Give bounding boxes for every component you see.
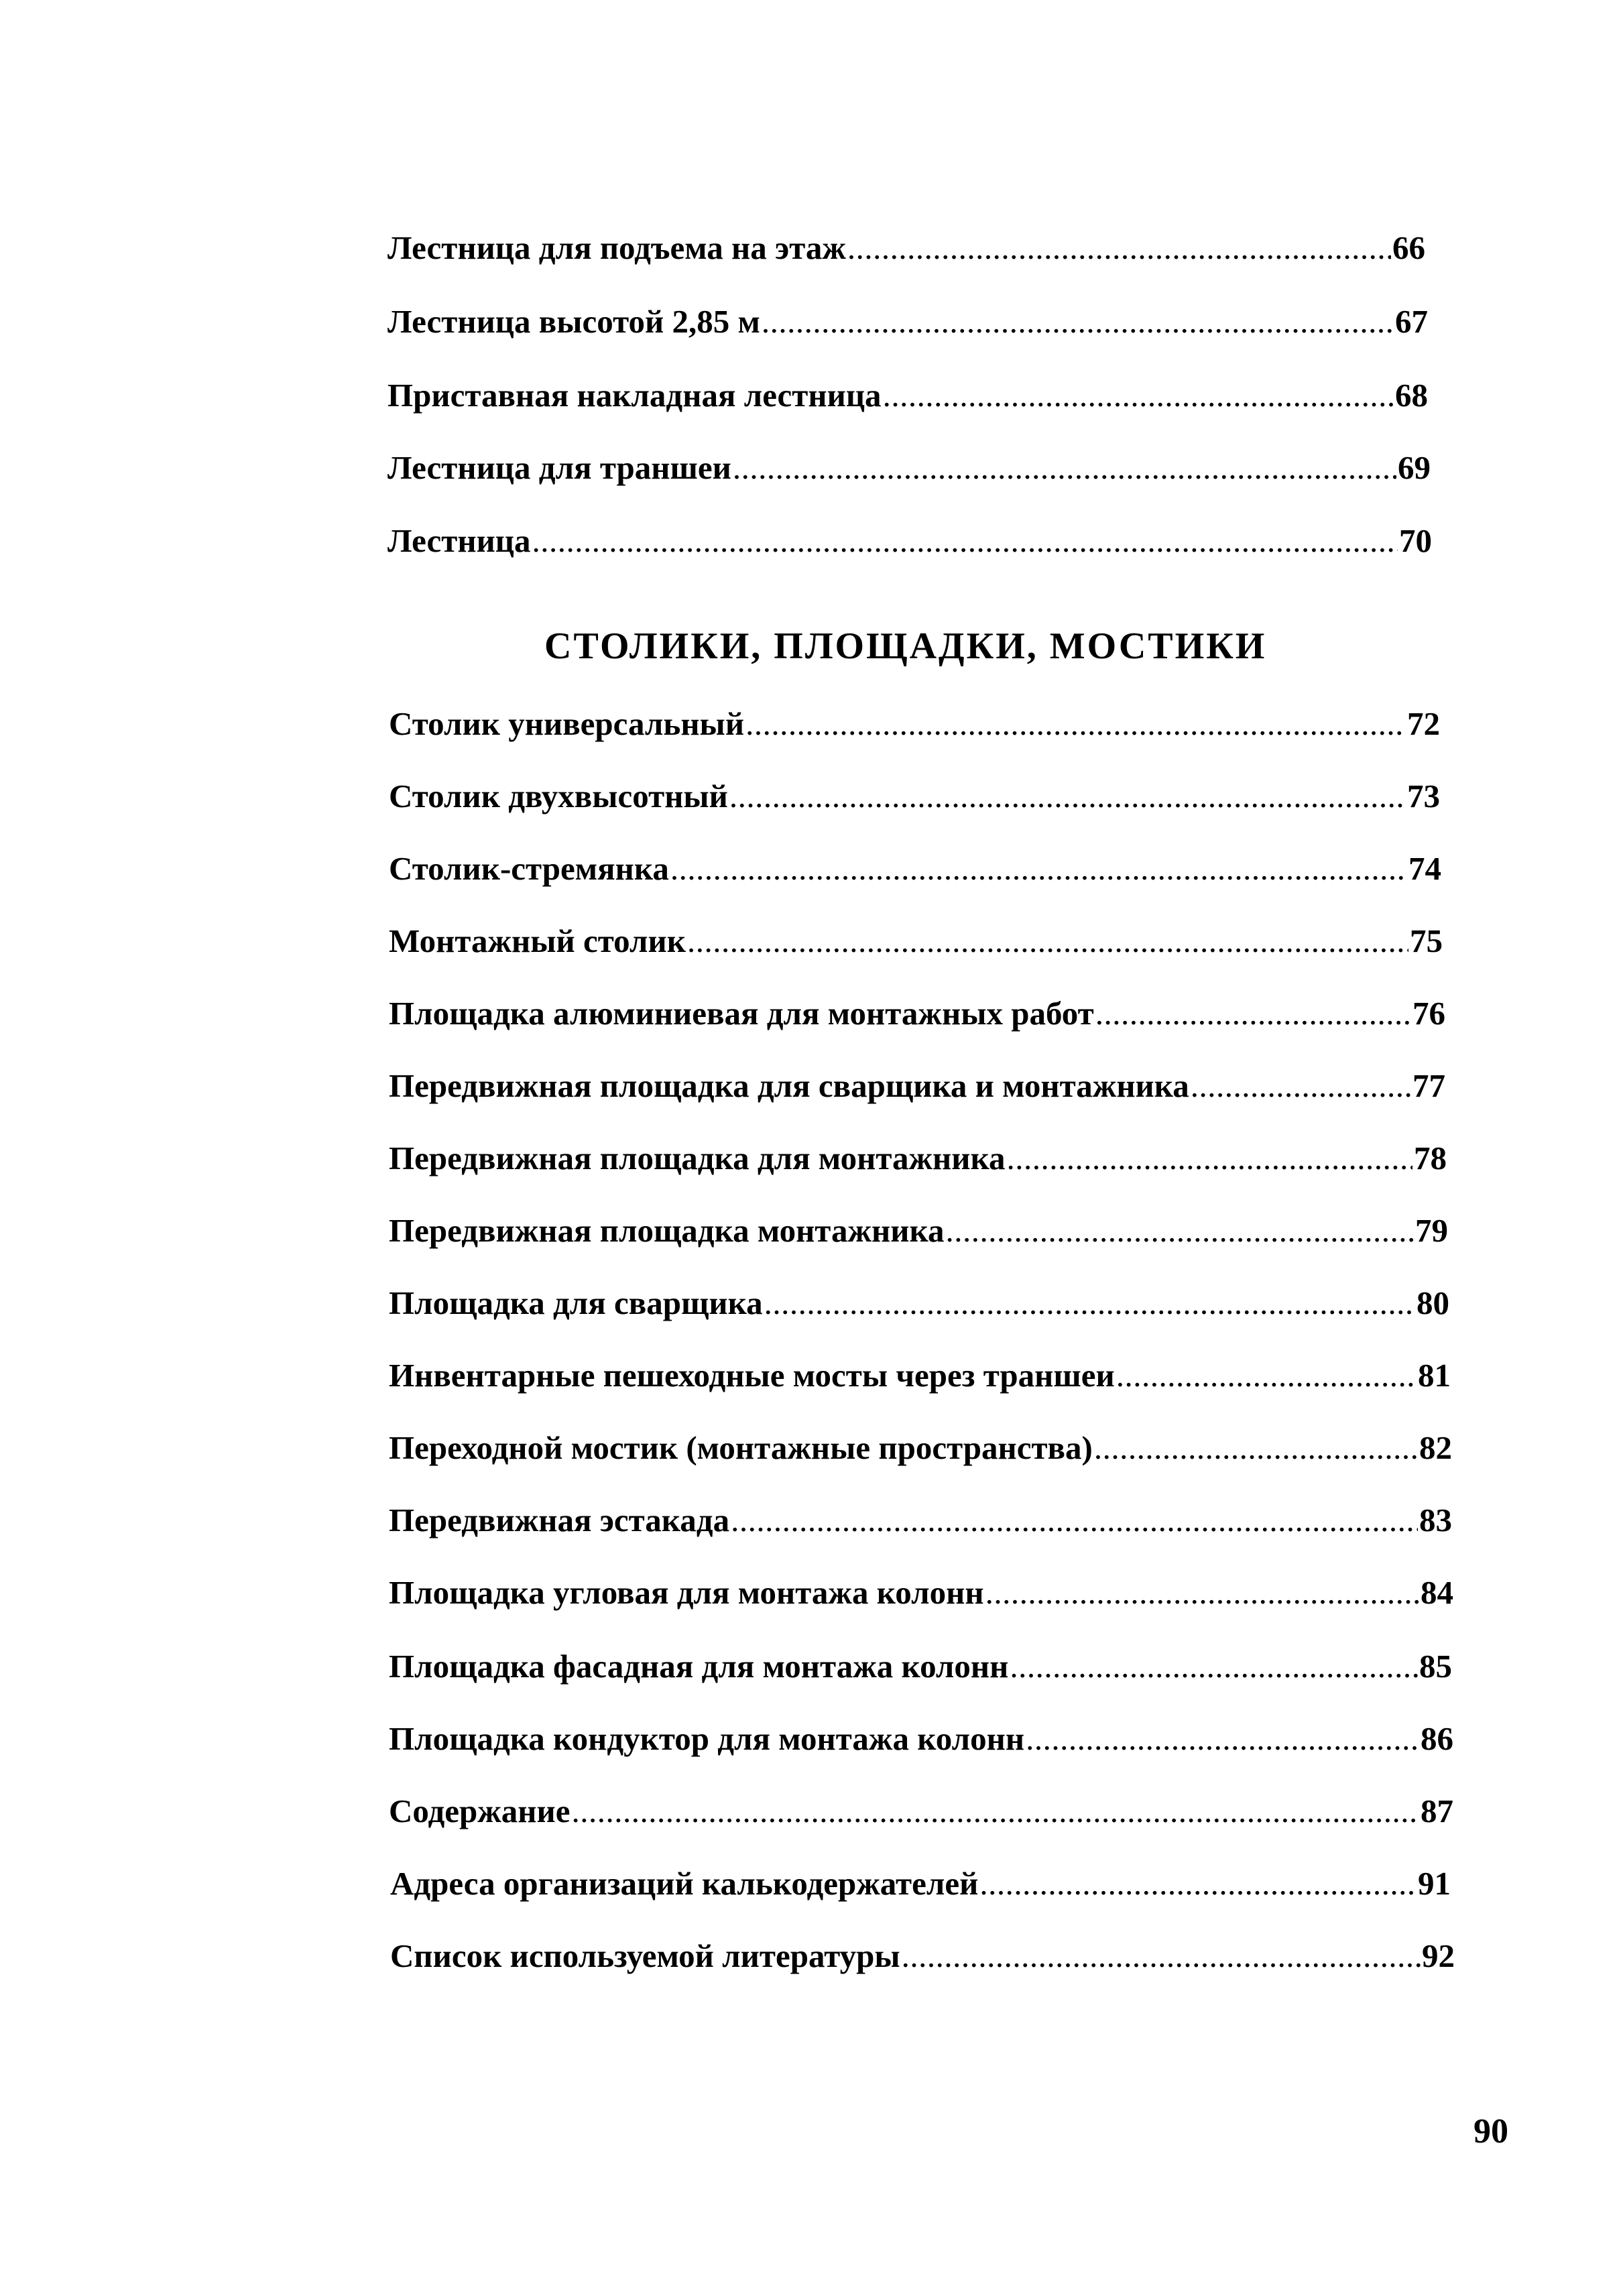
toc-entry-page: 92 [1422, 1937, 1455, 1974]
toc-entry-title: Приставная накладная лестница [387, 377, 882, 414]
toc-entry-page: 75 [1410, 922, 1443, 959]
dot-leader [847, 228, 1391, 268]
dot-leader [979, 1864, 1417, 1904]
toc-entry [389, 1428, 1452, 1468]
toc-entry-page: 74 [1408, 850, 1441, 887]
toc-entry-page: 78 [1414, 1140, 1447, 1176]
dot-leader [729, 776, 1406, 817]
dot-leader [733, 448, 1396, 488]
toc-entry [389, 1066, 1445, 1106]
toc-entry [389, 1283, 1449, 1323]
toc-entry [387, 228, 1425, 268]
toc-entry-title: Лестница высотой 2,85 м [387, 303, 760, 340]
toc-entry-page: 79 [1415, 1212, 1448, 1249]
toc-entry-page: 83 [1419, 1502, 1452, 1538]
toc-entry [387, 375, 1428, 416]
toc-entry-title: Площадка фасадная для монтажа колонн [389, 1648, 1009, 1685]
dot-leader [532, 521, 1398, 561]
toc-entry-page: 84 [1421, 1574, 1453, 1611]
toc-entry-page: 67 [1395, 303, 1428, 340]
toc-entry [389, 1355, 1451, 1396]
toc-entry-page: 91 [1418, 1865, 1451, 1902]
toc-entry-title: Адреса организаций калькодержателей [390, 1865, 979, 1902]
dot-leader [572, 1791, 1419, 1831]
toc-entry [387, 521, 1432, 561]
toc-entry-page: 85 [1419, 1648, 1452, 1685]
toc-entry-title: Лестница [387, 522, 531, 559]
dot-leader [731, 1500, 1418, 1540]
toc-entry-title: Столик универсальный [389, 705, 745, 742]
toc-entry-page: 82 [1419, 1429, 1452, 1466]
toc-entry [389, 776, 1440, 817]
toc-entry-page: 76 [1412, 995, 1445, 1032]
toc-entry [389, 1573, 1453, 1613]
dot-leader [883, 375, 1394, 416]
toc-entry-title: Площадка угловая для монтажа колонн [389, 1574, 984, 1611]
toc-entry [387, 302, 1428, 342]
dot-leader [745, 704, 1406, 744]
toc-entry-title: Площадка алюминиевая для монтажных работ [389, 995, 1094, 1032]
dot-leader [1026, 1719, 1419, 1759]
dot-leader [902, 1936, 1421, 1976]
toc-entry-title: Столик-стремянка [389, 850, 669, 887]
toc-entry-page: 72 [1407, 705, 1440, 742]
toc-entry-title: Лестница для подъема на этаж [387, 229, 846, 266]
toc-entry-title: Переходной мостик (монтажные пространства) [389, 1429, 1093, 1466]
toc-entry-page: 87 [1421, 1793, 1453, 1829]
dot-leader [670, 849, 1407, 889]
toc-entry [389, 921, 1443, 961]
toc-entry-page: 66 [1392, 229, 1425, 266]
toc-entry-title: Передвижная площадка для сварщика и монтажника [389, 1067, 1189, 1104]
toc-entry-page: 68 [1395, 377, 1428, 414]
toc-entry [389, 1211, 1448, 1251]
toc-entry-title: Передвижная площадка монтажника [389, 1212, 945, 1249]
toc-entry-page: 73 [1407, 778, 1440, 814]
toc-entry-title: Площадка для сварщика [389, 1284, 763, 1321]
toc-entry-page: 86 [1421, 1720, 1453, 1757]
toc-entry [389, 993, 1445, 1034]
toc-entry-title: Содержание [389, 1793, 570, 1829]
page-number: 90 [1474, 2112, 1508, 2151]
toc-entry-title: Список используемой литературы [390, 1937, 900, 1974]
dot-leader [985, 1573, 1419, 1613]
dot-leader [945, 1211, 1414, 1251]
toc-entry [389, 849, 1441, 889]
toc-entry-title: Столик двухвысотный [389, 778, 728, 814]
dot-leader [1010, 1646, 1418, 1687]
section-heading: СТОЛИКИ, ПЛОЩАДКИ, МОСТИКИ [544, 625, 1267, 667]
toc-entry-title: Инвентарные пешеходные мосты через траншеи [389, 1357, 1115, 1394]
dot-leader [1191, 1066, 1411, 1106]
toc-entry [389, 1719, 1453, 1759]
dot-leader [1007, 1138, 1413, 1179]
toc-entry-page: 80 [1417, 1284, 1449, 1321]
dot-leader [1116, 1355, 1417, 1396]
toc-entry-title: Передвижная эстакада [389, 1502, 730, 1538]
toc-entry [387, 448, 1431, 488]
toc-entry [389, 1500, 1452, 1540]
toc-entry-page: 81 [1418, 1357, 1451, 1394]
toc-entry-title: Площадка кондуктор для монтажа колонн [389, 1720, 1025, 1757]
dot-leader [1095, 993, 1411, 1034]
toc-entry [390, 1936, 1455, 1976]
dot-leader [764, 1283, 1415, 1323]
toc-entry [389, 1138, 1447, 1179]
toc-entry-page: 77 [1412, 1067, 1445, 1104]
dot-leader [687, 921, 1408, 961]
dot-leader [1094, 1428, 1418, 1468]
toc-entry-title: Монтажный столик [389, 922, 686, 959]
toc-entry [389, 1791, 1453, 1831]
toc-entry [390, 1864, 1451, 1904]
toc-entry-page: 69 [1398, 449, 1431, 486]
toc-entry [389, 1646, 1452, 1687]
toc-entry-title: Лестница для траншеи [387, 449, 731, 486]
toc-entry-title: Передвижная площадка для монтажника [389, 1140, 1006, 1176]
toc-entry-page: 70 [1399, 522, 1432, 559]
dot-leader [762, 302, 1394, 342]
toc-entry [389, 704, 1440, 744]
